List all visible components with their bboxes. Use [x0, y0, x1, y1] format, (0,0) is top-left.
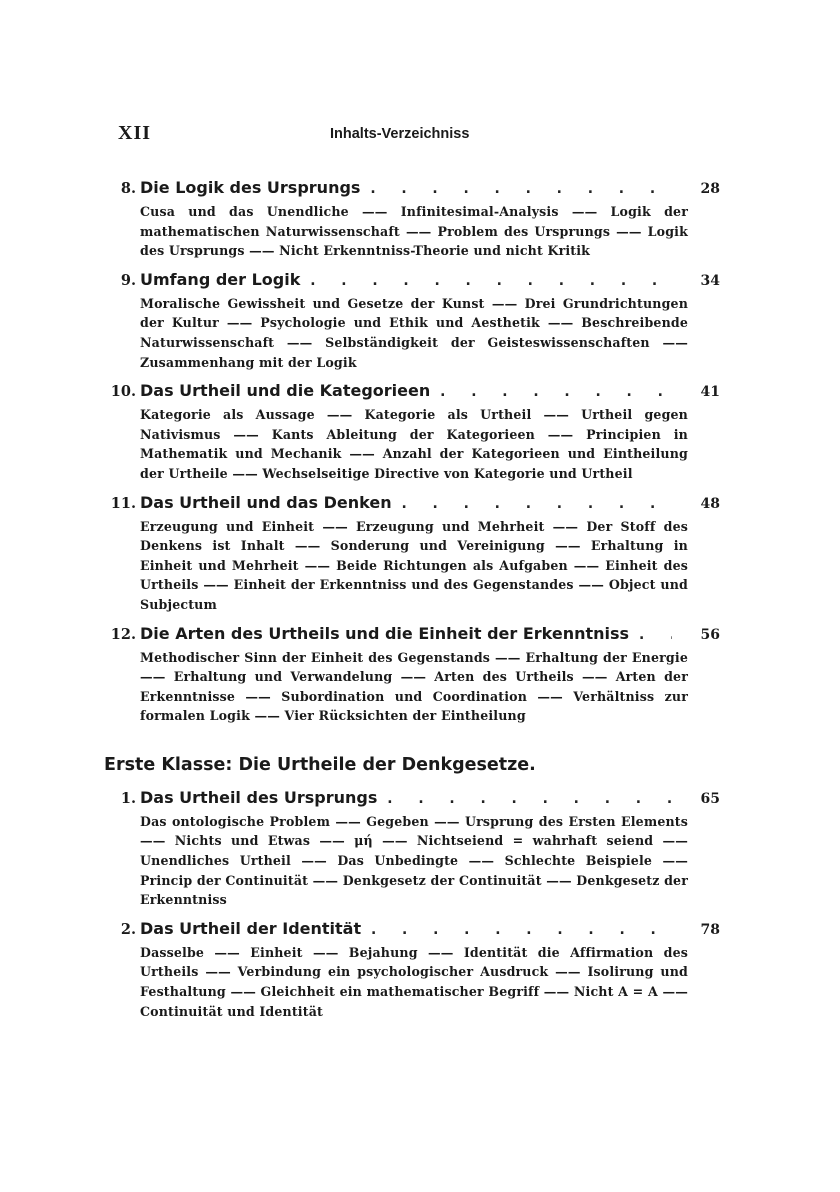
dot-leader — [377, 789, 672, 807]
entry-number: 12. — [110, 625, 136, 643]
dot-leader — [300, 271, 672, 289]
toc-entry — [100, 178, 720, 261]
entry-description: Erzeugung und Einheit —— Erzeugung und Mehrheit —— Der Stoff des Denkens ist Inhalt —— Sonderung und Vereinigung —— Erhaltung in Einheit und Mehrheit —— Beide Richtungen als Aufgaben —— Einheit des Urtheils —— Einheit der Erkenntniss und des Gegenstandes —— Object und Subjectum — [140, 518, 688, 612]
dot-leader — [430, 382, 672, 400]
entry-title: Das Urtheil und das Denken — [140, 492, 392, 512]
entry-description: Kategorie als Aussage —— Kategorie als Urtheil —— Urtheil gegen Nativismus —— Kants Ableitung der Kategorieen —— Principien in Mathematik und Mechanik —— Anzahl der Kategorieen und Eintheilung der Urtheile —— Wechselseitige Directive von Kategorie und Urtheil — [140, 407, 688, 481]
entry-title: Das Urtheil der Identität — [140, 918, 362, 938]
running-head: Inhalts-Verzeichniss — [330, 126, 470, 142]
toc-entry — [100, 788, 720, 910]
entry-page: 48 — [700, 495, 720, 512]
table-of-contents — [100, 178, 720, 1030]
entry-title: Das Urtheil und die Kategorieen — [140, 381, 431, 401]
dot-leader — [392, 494, 672, 512]
entry-title: Das Urtheil des Ursprungs — [140, 787, 378, 807]
dot-leader — [360, 179, 672, 197]
entry-page: 41 — [700, 384, 720, 401]
entry-page: 65 — [700, 790, 720, 807]
entry-title: Die Arten des Urtheils und die Einheit der Erkenntniss — [140, 623, 630, 643]
entry-description: Cusa und das Unendliche —— Infinitesimal-Analysis —— Logik der mathematischen Naturwissenschaft —— Problem des Ursprungs —— Logik des Ursprungs —— Nicht Erkenntniss-Theorie und nicht Kritik — [140, 204, 688, 259]
toc-entry — [100, 493, 720, 615]
entry-number: 10. — [110, 383, 136, 401]
toc-entry — [100, 919, 720, 1021]
entry-number: 9. — [120, 271, 136, 289]
dot-leader — [629, 625, 672, 643]
dot-leader — [361, 920, 672, 938]
entry-number: 8. — [120, 180, 136, 197]
entry-number: 11. — [110, 494, 136, 512]
toc-entry — [100, 381, 720, 483]
entry-title: Die Logik des Ursprungs — [140, 178, 361, 197]
entry-number: 1. — [120, 789, 136, 807]
entry-title: Umfang der Logik — [140, 269, 301, 289]
entry-description: Dasselbe —— Einheit —— Bejahung —— Identität die Affirmation des Urtheils —— Verbindung ein psychologischer Ausdruck —— Isolirung und Festhaltung —— Gleichheit ein mathematischer Begriff —— Nicht A = A —— Continuität und Identität — [140, 944, 688, 1019]
page-header — [118, 122, 718, 150]
entry-page: 34 — [700, 272, 720, 289]
toc-entry — [100, 624, 720, 726]
entry-page: 78 — [700, 921, 720, 938]
entry-number: 2. — [120, 920, 136, 938]
entry-description: Moralische Gewissheit und Gesetze der Kunst —— Drei Grundrichtungen der Kultur —— Psychologie und Ethik und Aesthetik —— Beschreibende Naturwissenschaft —— Selbständigkeit der Geisteswissenschaften —— Zusammenhang mit der Logik — [140, 295, 688, 370]
toc-entry — [100, 270, 720, 372]
entry-description: Methodischer Sinn der Einheit des Gegenstands —— Erhaltung der Energie —— Erhaltung und Verwandelung —— Arten des Urtheils —— Arten der Erkenntnisse —— Subordination und Coordination —— Verhältniss zur formalen Logik —— Vier Rücksichten der Eintheilung — [140, 649, 688, 724]
entry-page: 28 — [700, 181, 720, 197]
entry-description: Das ontologische Problem —— Gegeben —— Ursprung des Ersten Elements —— Nichts und Etwas —— μή —— Nichtseiend = wahrhaft seiend —— Unendliches Urtheil —— Das Unbedingte —— Schlechte Beispiele —— Princip der Continuität —— Denkgesetz der Continuität —— Denkgesetz der Erkenntniss — [140, 813, 688, 908]
entry-page: 56 — [700, 626, 720, 643]
section-heading: Erste Klasse: Die Urtheile der Denkgesetze. — [104, 754, 536, 775]
page-number: XII — [118, 122, 152, 144]
